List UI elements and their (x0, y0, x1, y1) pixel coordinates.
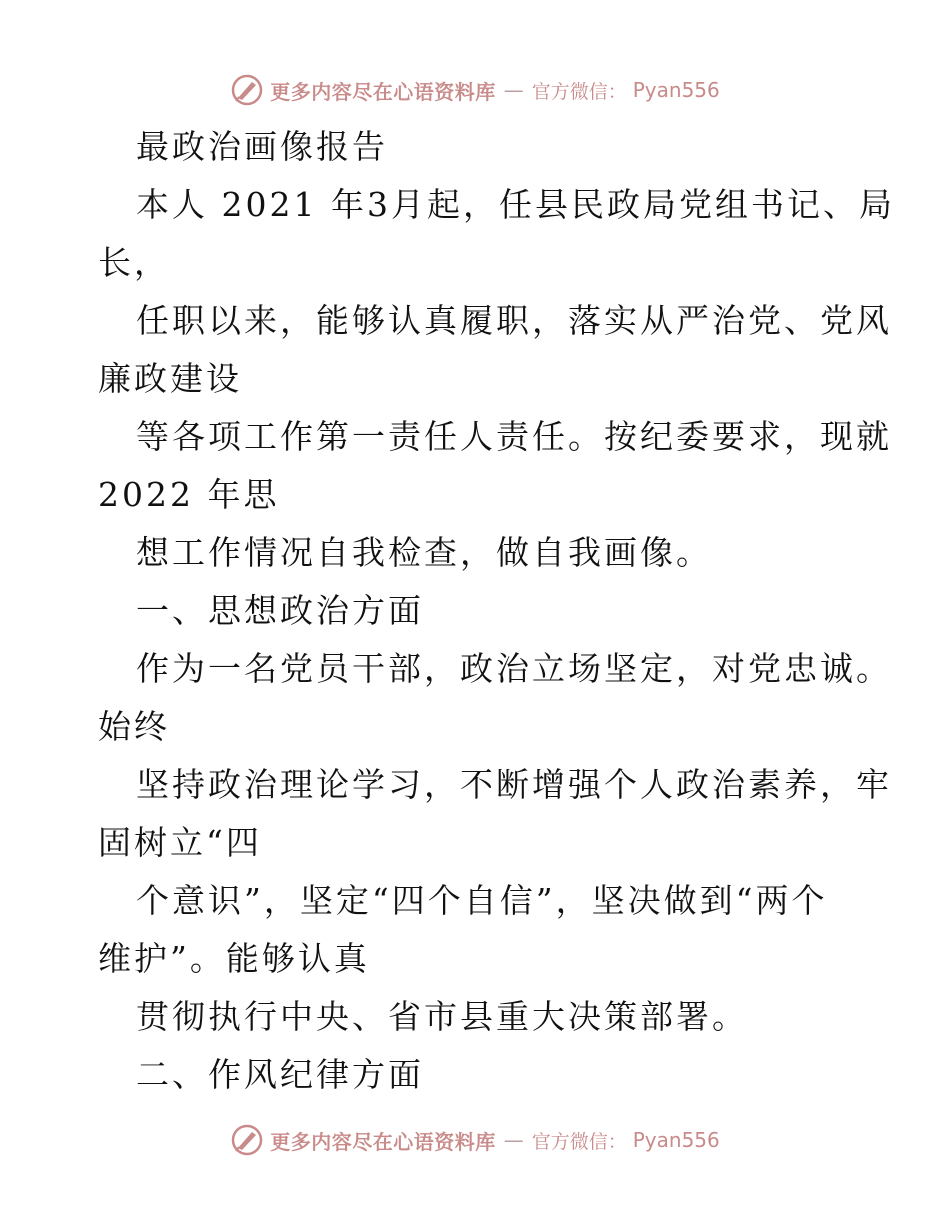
document-line: 固树立“四 (98, 823, 262, 862)
document-line: 一、思想政治方面 (136, 591, 424, 630)
document-line: 2022 年思 (98, 475, 280, 514)
document-line: 等各项工作第一责任人责任。按纪委要求，现就 (136, 417, 892, 456)
document-line: 贯彻执行中央、省市县重大决策部署。 (136, 997, 748, 1036)
quill-pen-logo-icon (230, 73, 264, 107)
document-line: 长， (98, 243, 170, 282)
footer-watermark-banner (0, 1120, 950, 1160)
document-line: 二、作风纪律方面 (136, 1055, 424, 1094)
document-line: 坚持政治理论学习，不断增强个人政治素养，牢 (136, 765, 892, 804)
banner-dash: — (503, 78, 524, 102)
document-line: 始终 (98, 707, 170, 746)
banner-site-name: 更多内容尽在心语资料库 (270, 79, 496, 104)
banner-wechat-handle: Pyan556 (632, 78, 720, 102)
document-line: 作为一名党员干部，政治立场坚定，对党忠诚。 (136, 649, 892, 688)
document-line: 本人 2021 年3月起，任县民政局党组书记、局 (136, 185, 895, 224)
document-line: 最政治画像报告 (136, 127, 388, 166)
banner-wechat-handle: Pyan556 (632, 1128, 720, 1152)
document-line: 任职以来，能够认真履职，落实从严治党、党风 (136, 301, 892, 340)
header-watermark-banner (0, 70, 950, 110)
banner-site-name: 更多内容尽在心语资料库 (270, 1129, 496, 1154)
quill-pen-logo-icon (230, 1123, 264, 1157)
document-line: 想工作情况自我检查，做自我画像。 (136, 533, 712, 572)
document-body (98, 118, 895, 1104)
document-line: 廉政建设 (98, 359, 242, 398)
document-line: 维护”。能够认真 (98, 939, 370, 978)
banner-wechat-label: 官方微信： (531, 80, 627, 103)
banner-wechat-label: 官方微信： (531, 1130, 627, 1153)
document-line: 个意识”，坚定“四个自信”，坚决做到“两个 (136, 881, 828, 920)
banner-dash: — (503, 1128, 524, 1152)
